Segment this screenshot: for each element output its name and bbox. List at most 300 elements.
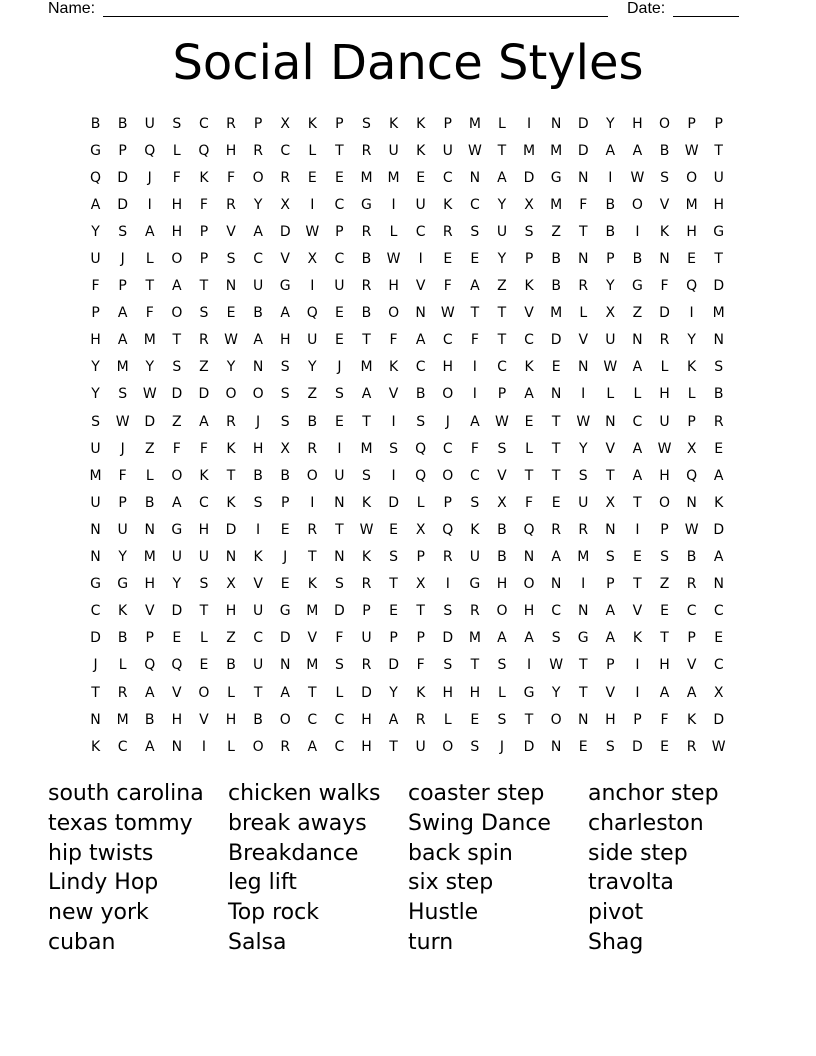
grid-cell: Q [415, 467, 427, 484]
grid-cell: K [659, 223, 670, 240]
grid-cell: R [280, 169, 291, 186]
grid-cell: T [551, 413, 561, 430]
grid-cell: Y [226, 359, 236, 376]
grid-cell: H [496, 576, 508, 593]
grid-cell: B [117, 630, 128, 647]
grid-cell: K [388, 359, 399, 376]
grid-cell: Z [497, 278, 507, 295]
grid-cell: T [660, 630, 669, 647]
grid-cell: T [308, 549, 317, 566]
grid-cell: N [90, 521, 101, 538]
grid-cell: L [606, 386, 615, 403]
word-list-item: Swing Dance [408, 810, 551, 836]
grid-cell: Z [551, 223, 561, 240]
grid-cell: B [497, 521, 507, 538]
grid-cell: N [577, 711, 589, 728]
grid-cell: F [335, 630, 344, 647]
grid-cell: T [362, 332, 371, 349]
grid-cell: F [226, 169, 236, 186]
grid-cell: H [659, 657, 670, 674]
grid-cell: C [442, 440, 453, 457]
grid-cell: T [578, 223, 588, 240]
grid-cell: V [280, 251, 290, 268]
grid-cell: T [145, 278, 155, 295]
grid-cell: T [308, 684, 317, 701]
grid-cell: T [335, 142, 344, 159]
grid-cell: R [280, 738, 291, 755]
grid-cell: T [578, 657, 588, 674]
grid-cell: C [713, 657, 724, 674]
grid-cell: B [551, 251, 561, 268]
grid-cell: A [497, 630, 507, 647]
grid-cell: I [635, 521, 640, 538]
grid-cell: I [635, 657, 640, 674]
grid-cell: S [280, 386, 290, 403]
grid-cell: Y [497, 196, 507, 213]
grid-cell: M [143, 332, 156, 349]
grid-cell: M [360, 169, 373, 186]
grid-cell: J [120, 251, 125, 268]
grid-cell: L [687, 386, 696, 403]
grid-cell: S [334, 576, 344, 593]
grid-cell: S [470, 494, 480, 511]
grid-cell: H [659, 386, 670, 403]
grid-cell: U [252, 657, 264, 674]
grid-cell: E [660, 603, 669, 620]
grid-cell: P [91, 305, 100, 322]
grid-cell: Y [497, 251, 507, 268]
grid-cell: C [551, 603, 562, 620]
grid-cell: E [334, 332, 344, 349]
grid-cell: M [468, 630, 481, 647]
grid-cell: P [687, 115, 696, 132]
grid-cell: G [279, 603, 291, 620]
word-list-item: leg lift [228, 870, 297, 896]
grid-cell: C [253, 251, 263, 268]
grid-cell: F [470, 332, 479, 349]
grid-cell: L [200, 630, 208, 647]
grid-cell: P [253, 115, 263, 132]
grid-cell: I [201, 738, 206, 755]
grid-cell: F [118, 467, 127, 484]
grid-cell: U [334, 467, 345, 484]
grid-cell: L [660, 359, 669, 376]
grid-cell: Y [91, 223, 100, 240]
grid-cell: U [198, 549, 210, 566]
grid-cell: E [280, 576, 290, 593]
grid-cell: B [713, 386, 724, 403]
grid-cell: A [307, 738, 318, 755]
grid-cell: K [416, 115, 426, 132]
grid-cell: D [117, 169, 129, 186]
grid-cell: W [711, 738, 726, 755]
grid-cell: H [442, 359, 454, 376]
grid-cell: S [362, 115, 371, 132]
grid-cell: H [225, 142, 237, 159]
grid-cell: O [659, 115, 671, 132]
grid-cell: I [608, 169, 613, 186]
grid-cell: R [578, 521, 589, 538]
grid-cell: N [90, 549, 101, 566]
grid-cell: K [524, 278, 534, 295]
grid-cell: Y [606, 115, 615, 132]
grid-cell: O [279, 711, 291, 728]
grid-cell: T [497, 332, 507, 349]
grid-cell: I [472, 359, 477, 376]
grid-cell: X [686, 440, 697, 457]
grid-cell: Y [551, 684, 561, 701]
grid-cell: B [361, 305, 372, 322]
grid-cell: S [551, 630, 561, 647]
grid-cell: X [226, 576, 236, 593]
grid-cell: R [117, 684, 128, 701]
grid-cell: D [523, 738, 535, 755]
grid-cell: M [143, 549, 156, 566]
grid-cell: T [497, 142, 507, 159]
grid-cell: Z [307, 386, 318, 403]
grid-cell: O [171, 251, 183, 268]
grid-cell: E [226, 305, 236, 322]
grid-cell: P [443, 494, 452, 511]
grid-cell: E [443, 251, 453, 268]
grid-cell: I [391, 413, 396, 430]
grid-cell: M [550, 305, 563, 322]
grid-cell: I [581, 386, 586, 403]
grid-cell: C [442, 332, 453, 349]
grid-cell: S [524, 223, 534, 240]
grid-cell: V [226, 223, 236, 240]
grid-cell: B [361, 251, 372, 268]
grid-cell: M [306, 603, 319, 620]
grid-cell: G [279, 278, 291, 295]
grid-cell: P [199, 251, 209, 268]
grid-cell: U [469, 549, 480, 566]
grid-cell: F [579, 196, 588, 213]
grid-cell: R [307, 440, 318, 457]
grid-cell: S [497, 711, 507, 728]
grid-cell: Z [199, 359, 209, 376]
date-field[interactable] [673, 0, 739, 17]
grid-cell: H [713, 196, 724, 213]
grid-cell: S [578, 467, 588, 484]
grid-cell: U [415, 738, 426, 755]
word-list-item: travolta [588, 870, 674, 896]
grid-cell: S [226, 251, 236, 268]
grid-cell: C [199, 115, 209, 132]
grid-cell: S [118, 386, 128, 403]
grid-cell: R [226, 413, 236, 430]
grid-cell: R [361, 278, 372, 295]
grid-cell: X [524, 196, 534, 213]
grid-cell: C [415, 223, 426, 240]
grid-cell: M [360, 359, 373, 376]
grid-cell: K [687, 711, 697, 728]
grid-cell: A [524, 630, 534, 647]
grid-cell: P [687, 413, 696, 430]
grid-cell: U [605, 332, 616, 349]
grid-cell: E [389, 521, 398, 538]
grid-cell: X [713, 684, 724, 701]
grid-cell: I [526, 657, 532, 674]
grid-cell: T [362, 413, 371, 430]
grid-cell: H [252, 440, 264, 457]
grid-cell: L [227, 738, 235, 755]
grid-cell: E [551, 359, 561, 376]
grid-cell: A [253, 223, 263, 240]
grid-cell: S [389, 440, 399, 457]
date-label: Date: [627, 0, 666, 17]
word-list-item: pivot [588, 900, 644, 926]
grid-cell: T [253, 684, 263, 701]
grid-cell: Y [172, 576, 182, 593]
grid-cell: U [252, 603, 264, 620]
word-list-item: side step [588, 840, 688, 866]
word-list-item: new york [48, 900, 149, 926]
grid-cell: A [117, 305, 128, 322]
grid-cell: R [226, 115, 236, 132]
grid-cell: B [90, 115, 101, 132]
grid-cell: T [606, 467, 615, 484]
grid-cell: T [524, 467, 534, 484]
grid-cell: N [577, 251, 589, 268]
grid-cell: M [306, 657, 319, 674]
grid-cell: R [307, 521, 318, 538]
grid-cell: U [90, 440, 101, 457]
grid-cell: M [550, 142, 563, 159]
grid-cell: W [684, 521, 699, 538]
grid-cell: W [603, 359, 618, 376]
grid-cell: H [144, 576, 155, 593]
grid-cell: T [416, 603, 425, 620]
grid-cell: R [361, 576, 372, 593]
grid-cell: E [307, 169, 317, 186]
grid-cell: U [578, 494, 589, 511]
grid-cell: T [199, 603, 209, 620]
grid-cell: V [144, 603, 155, 620]
grid-cell: B [307, 413, 318, 430]
word-list-item: Breakdance [228, 840, 359, 866]
grid-cell: Y [389, 684, 398, 701]
grid-cell: O [550, 711, 562, 728]
grid-cell: N [577, 359, 589, 376]
grid-cell: O [523, 576, 535, 593]
grid-cell: A [253, 332, 263, 349]
grid-cell: R [199, 332, 209, 349]
grid-cell: D [523, 169, 535, 186]
grid-cell: X [415, 576, 426, 593]
grid-cell: E [551, 494, 561, 511]
grid-cell: E [632, 549, 642, 566]
grid-cell: L [335, 684, 344, 701]
grid-cell: J [120, 440, 125, 457]
grid-cell: K [687, 359, 697, 376]
grid-cell: X [280, 440, 290, 457]
grid-cell: R [442, 549, 453, 566]
grid-cell: W [142, 386, 157, 403]
name-field[interactable] [103, 0, 608, 17]
grid-cell: P [199, 223, 209, 240]
grid-cell: M [116, 359, 129, 376]
grid-cell: A [470, 278, 480, 295]
grid-cell: T [551, 467, 561, 484]
grid-cell: L [308, 142, 317, 159]
grid-cell: O [225, 386, 237, 403]
grid-cell: Y [253, 196, 263, 213]
grid-cell: K [632, 630, 643, 647]
grid-cell: N [469, 169, 481, 186]
grid-cell: O [252, 169, 264, 186]
grid-cell: R [686, 738, 697, 755]
word-list-item: coaster step [408, 781, 545, 806]
grid-cell: E [334, 305, 344, 322]
grid-cell: A [172, 494, 182, 511]
grid-cell: L [633, 386, 642, 403]
grid-cell: I [635, 684, 640, 701]
grid-cell: L [416, 494, 425, 511]
grid-cell: E [172, 630, 182, 647]
grid-cell: K [90, 738, 101, 755]
grid-cell: X [497, 494, 507, 511]
grid-cell: H [225, 603, 237, 620]
grid-cell: N [415, 305, 426, 322]
grid-cell: Y [606, 278, 615, 295]
grid-cell: S [91, 413, 100, 430]
grid-cell: D [713, 711, 725, 728]
grid-cell: H [442, 684, 454, 701]
letter-grid [82, 110, 732, 760]
grid-cell: L [389, 223, 398, 240]
grid-cell: W [386, 251, 401, 268]
grid-cell: M [387, 169, 400, 186]
grid-cell: G [631, 278, 643, 295]
grid-cell: Q [144, 142, 156, 159]
grid-cell: P [660, 521, 669, 538]
grid-cell: I [445, 576, 450, 593]
grid-cell: C [686, 603, 697, 620]
grid-cell: C [253, 630, 263, 647]
grid-cell: K [470, 521, 480, 538]
grid-cell: U [496, 223, 508, 240]
grid-cell: A [632, 440, 643, 457]
grid-cell: B [253, 711, 263, 728]
grid-cell: O [171, 467, 183, 484]
grid-cell: O [496, 603, 508, 620]
grid-cell: L [498, 684, 506, 701]
grid-cell: K [361, 549, 372, 566]
grid-cell: O [686, 169, 698, 186]
grid-cell: C [334, 251, 345, 268]
grid-cell: G [713, 223, 725, 240]
grid-cell: E [470, 251, 480, 268]
grid-cell: L [227, 684, 235, 701]
grid-cell: C [280, 142, 291, 159]
grid-cell: D [550, 332, 562, 349]
grid-cell: A [551, 549, 561, 566]
grid-cell: A [280, 684, 290, 701]
grid-cell: R [551, 521, 561, 538]
grid-cell: N [605, 521, 616, 538]
grid-cell: A [415, 332, 426, 349]
grid-cell: W [305, 223, 320, 240]
grid-cell: S [605, 549, 615, 566]
grid-cell: X [280, 196, 290, 213]
grid-cell: N [225, 278, 237, 295]
grid-cell: U [713, 169, 724, 186]
grid-cell: J [147, 169, 152, 186]
grid-cell: P [389, 630, 398, 647]
grid-cell: O [252, 738, 264, 755]
grid-cell: Y [91, 386, 100, 403]
grid-cell: C [632, 413, 643, 430]
grid-cell: S [714, 359, 724, 376]
grid-cell: S [660, 169, 669, 186]
grid-cell: B [605, 223, 616, 240]
grid-cell: K [307, 115, 317, 132]
grid-cell: H [171, 223, 183, 240]
grid-cell: B [226, 657, 236, 674]
grid-cell: H [198, 521, 210, 538]
grid-cell: V [253, 576, 263, 593]
grid-cell: U [144, 115, 155, 132]
grid-cell: N [686, 494, 697, 511]
grid-cell: T [335, 521, 344, 538]
grid-cell: G [469, 576, 481, 593]
word-list-item: cuban [48, 929, 116, 955]
grid-cell: H [659, 467, 670, 484]
grid-cell: F [525, 494, 534, 511]
grid-cell: Z [632, 305, 643, 322]
grid-cell: N [605, 413, 616, 430]
grid-cell: V [659, 196, 670, 213]
grid-cell: Q [686, 467, 698, 484]
grid-cell: F [91, 278, 100, 295]
grid-cell: H [171, 196, 183, 213]
grid-cell: S [362, 467, 371, 484]
grid-cell: W [467, 142, 482, 159]
grid-cell: W [359, 521, 374, 538]
grid-cell: F [199, 440, 208, 457]
grid-cell: T [389, 738, 398, 755]
grid-cell: D [279, 630, 291, 647]
word-list-item: anchor step [588, 781, 719, 806]
grid-cell: G [90, 142, 101, 159]
grid-cell: S [280, 359, 290, 376]
grid-cell: N [550, 386, 562, 403]
grid-cell: I [310, 494, 315, 511]
grid-cell: U [361, 630, 372, 647]
grid-cell: F [145, 305, 154, 322]
grid-cell: N [713, 332, 724, 349]
grid-cell: K [388, 115, 399, 132]
grid-cell: P [606, 251, 615, 268]
grid-cell: H [361, 738, 372, 755]
grid-cell: J [337, 359, 342, 376]
grid-cell: K [361, 494, 372, 511]
grid-cell: W [495, 413, 509, 430]
grid-cell: D [713, 278, 725, 295]
grid-cell: U [659, 413, 670, 430]
grid-cell: H [686, 223, 697, 240]
grid-cell: A [361, 386, 372, 403]
grid-cell: E [389, 603, 398, 620]
grid-cell: E [334, 413, 344, 430]
grid-cell: E [714, 630, 724, 647]
grid-cell: P [606, 657, 615, 674]
grid-cell: U [415, 196, 426, 213]
grid-cell: P [145, 630, 154, 647]
grid-cell: N [523, 549, 535, 566]
grid-cell: S [605, 738, 615, 755]
